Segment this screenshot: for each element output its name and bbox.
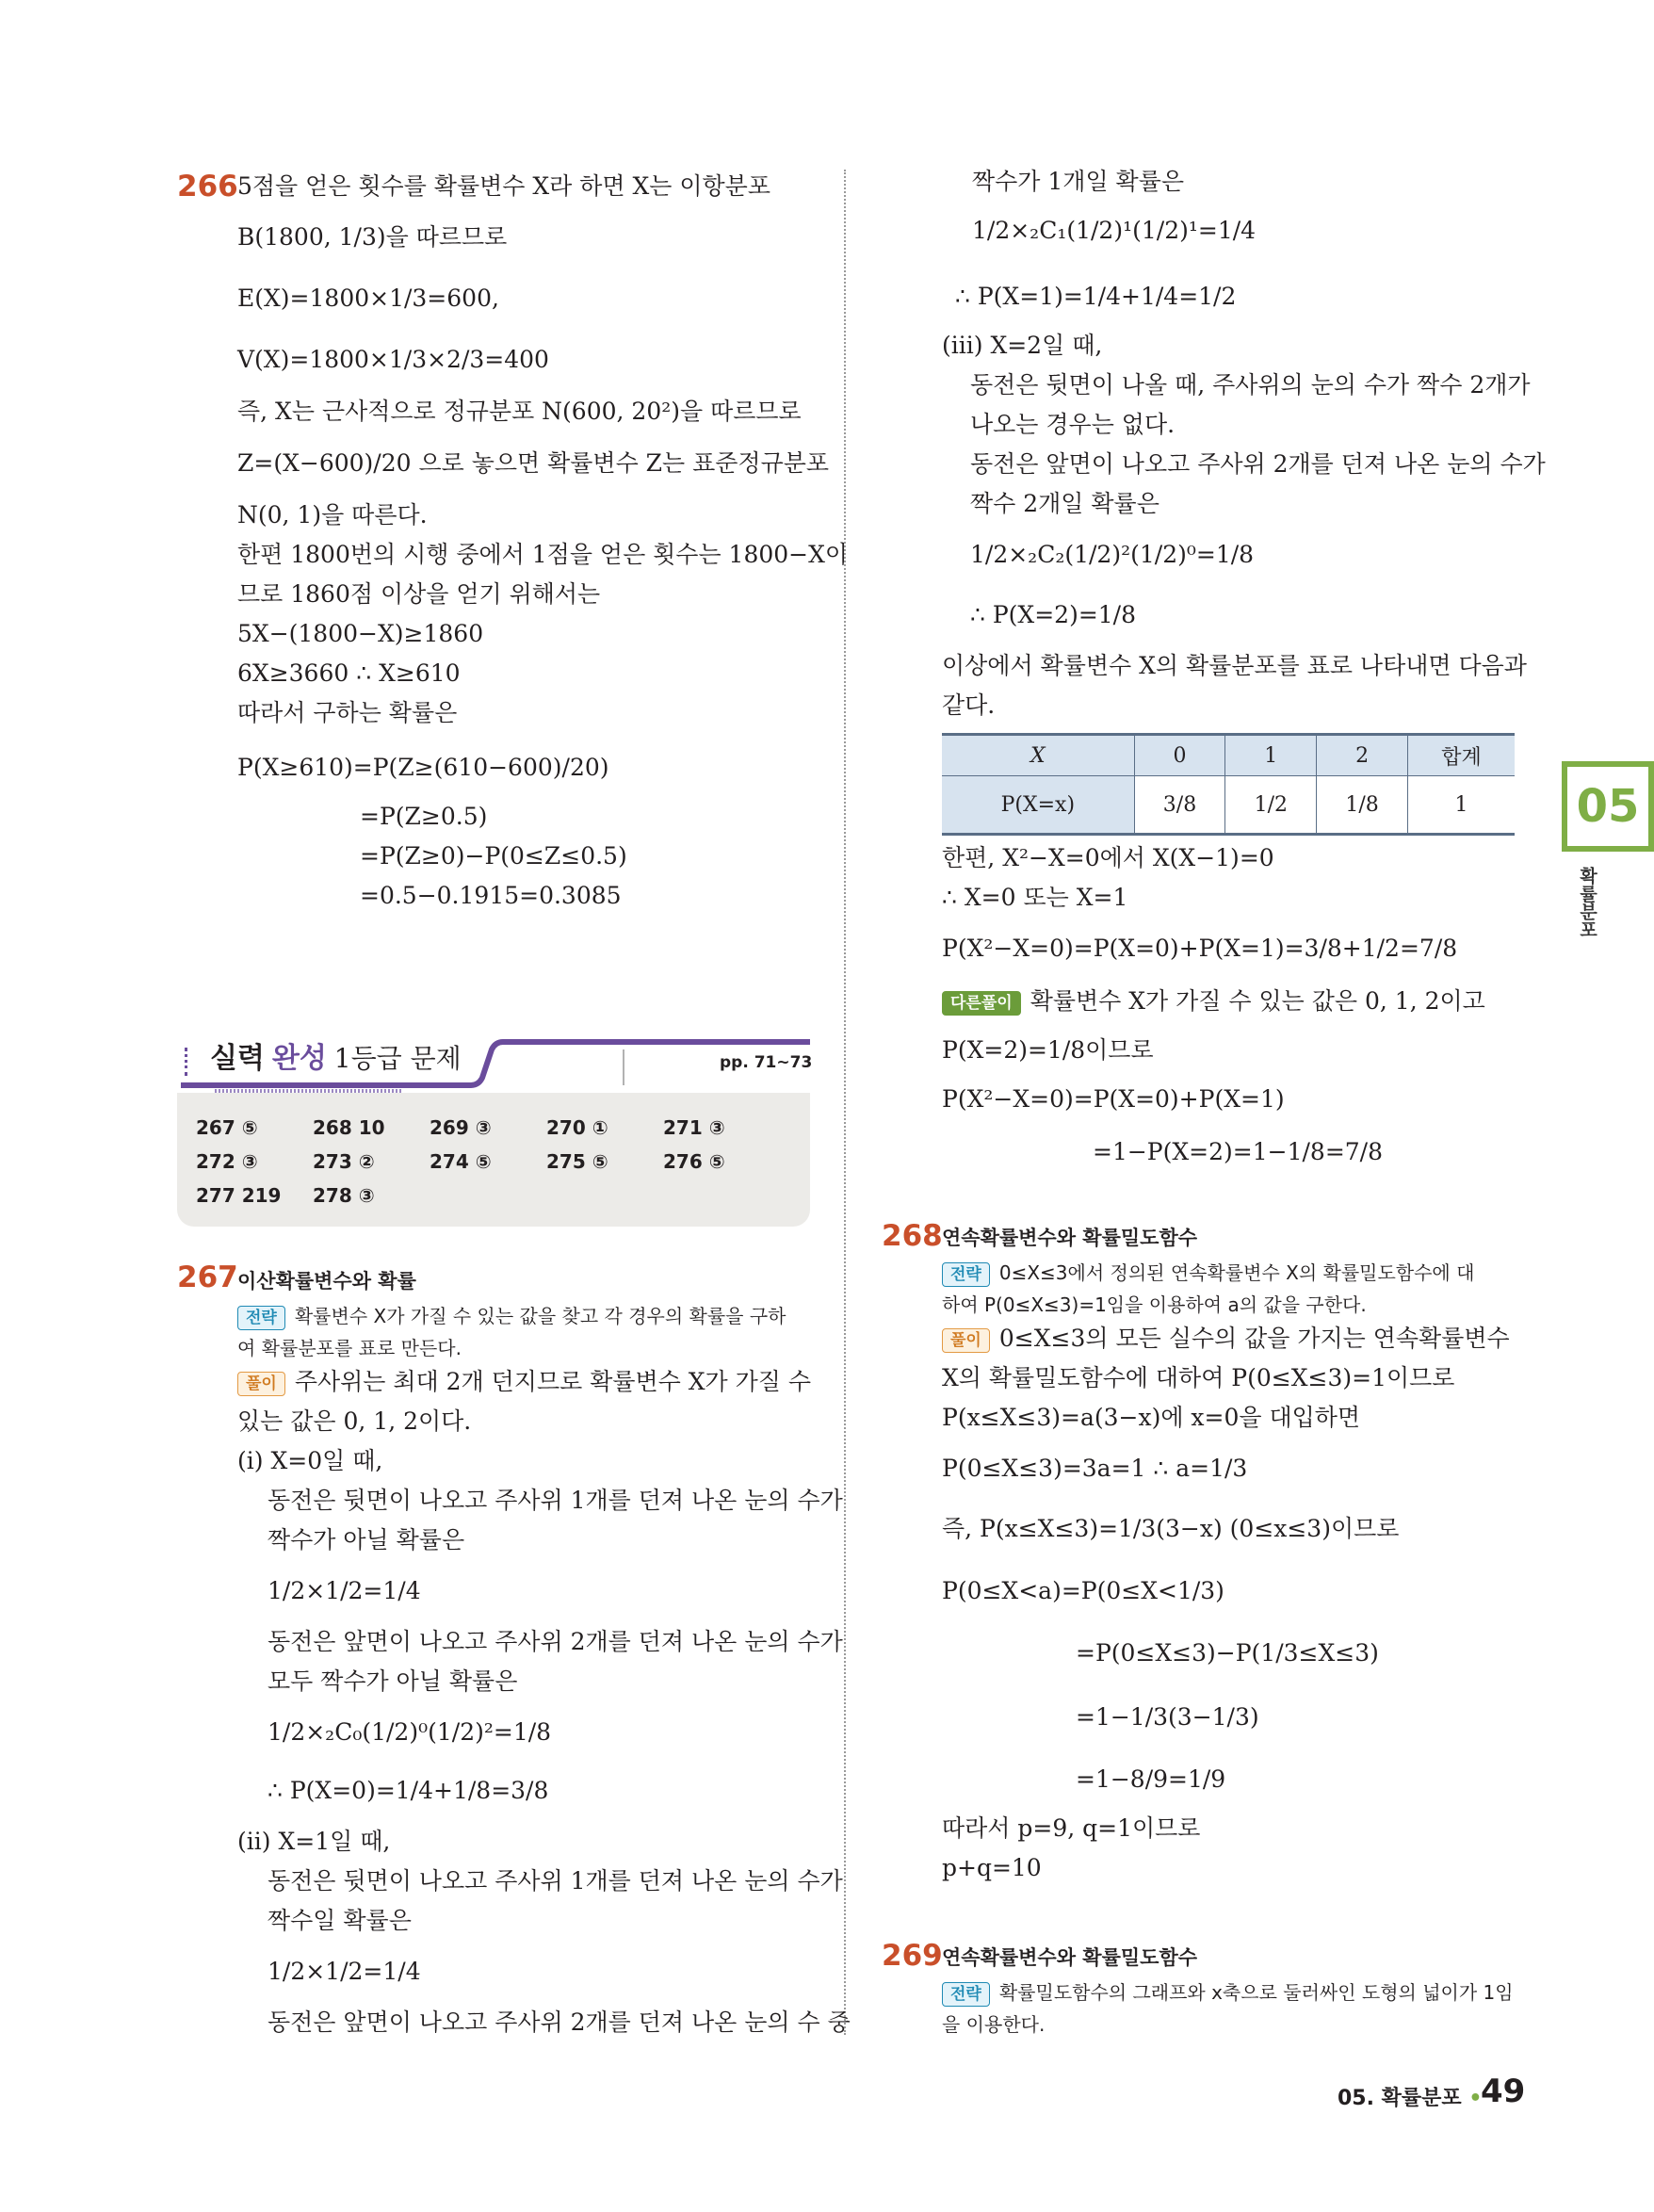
answer-item: 270 ① xyxy=(546,1116,608,1139)
table-cell: 0 xyxy=(1134,735,1225,776)
text-line: 같다. xyxy=(942,691,996,719)
math-line: B(1800, 1/3)을 따르므로 xyxy=(237,223,508,251)
strategy-line xyxy=(942,1976,1514,2009)
math-line: ∴ P(X=1)=1/4+1/4=1/2 xyxy=(955,283,1237,310)
text-line: 나오는 경우는 없다. xyxy=(970,411,1176,438)
strategy-line xyxy=(237,1300,786,1332)
problem-number: 267 xyxy=(177,1261,238,1294)
table-cell: 2 xyxy=(1317,735,1408,776)
math-line: 한편, X²−X=0에서 X(X−1)=0 xyxy=(942,844,1274,871)
math-line: ∴ P(X=0)=1/4+1/8=3/8 xyxy=(268,1777,549,1804)
table-cell: X xyxy=(942,735,1134,776)
ring-icon xyxy=(185,1048,195,1076)
answer-item: 269 ③ xyxy=(430,1116,492,1139)
text-line: 짝수 2개일 확률은 xyxy=(970,490,1159,517)
text-line: 5점을 얻은 횟수를 확률변수 X라 하면 X는 이항분포 xyxy=(237,172,770,200)
math-line: P(X=2)=1/8이므로 xyxy=(942,1036,1154,1064)
problem-title: 이산확률변수와 확률 xyxy=(237,1270,416,1293)
strategy-line: 하여 P(0≤X≤3)=1임을 이용하여 a의 값을 구한다. xyxy=(942,1293,1367,1316)
alt-solution-badge: 다른풀이 xyxy=(942,991,1021,1016)
section-title-a: 실력 xyxy=(209,1042,265,1075)
column-divider xyxy=(844,170,846,2035)
math-line: =0.5−0.1915=0.3085 xyxy=(360,882,622,909)
math-line: 1/2×₂C₀(1/2)⁰(1/2)²=1/8 xyxy=(268,1718,552,1746)
math-line: =P(Z≥0)−P(0≤Z≤0.5) xyxy=(360,842,627,870)
text-line: N(0, 1)을 따른다. xyxy=(237,501,428,529)
text-line: 짝수가 아닐 확률은 xyxy=(268,1526,465,1553)
answer-item: 274 ⑤ xyxy=(430,1150,492,1173)
solution-text: 주사위는 최대 2개 던지므로 확률변수 X가 가질 수 xyxy=(294,1368,812,1395)
answer-item: 267 ⑤ xyxy=(196,1116,258,1139)
answer-item: 273 ② xyxy=(313,1150,375,1173)
math-line: 즉, P(x≤X≤3)=1/3(3−x) (0≤x≤3)이므로 xyxy=(942,1515,1400,1542)
text-line: (ii) X=1일 때, xyxy=(237,1828,391,1855)
math-line: =P(Z≥0.5) xyxy=(360,803,488,830)
text-line: 따라서 구하는 확률은 xyxy=(237,699,458,726)
chapter-tab-number: 05 xyxy=(1567,767,1648,846)
solution-text: 0≤X≤3의 모든 실수의 값을 가지는 연속확률변수 xyxy=(998,1325,1510,1352)
math-line: =1−1/3(3−1/3) xyxy=(1076,1703,1259,1731)
math-line: P(0≤X≤3)=3a=1 ∴ a=1/3 xyxy=(942,1455,1248,1482)
strategy-badge: 전략 xyxy=(942,1262,990,1287)
distribution-table xyxy=(942,733,1515,836)
strategy-line: 을 이용한다. xyxy=(942,2013,1046,2036)
page-reference: pp. 71~73 xyxy=(720,1053,813,1072)
answer-item: 277 219 xyxy=(196,1184,282,1207)
table-row xyxy=(942,776,1515,835)
table-cell: P(X=x) xyxy=(942,776,1134,835)
math-line: ∴ X=0 또는 X=1 xyxy=(942,884,1128,911)
text-line: 짝수가 1개일 확률은 xyxy=(972,168,1184,195)
footer-chapter xyxy=(1338,2082,1482,2111)
answer-item: 275 ⑤ xyxy=(546,1150,608,1173)
text-line: 동전은 앞면이 나오고 주사위 2개를 던져 나온 눈의 수가 xyxy=(268,1628,843,1655)
text-line: (i) X=0일 때, xyxy=(237,1447,383,1474)
strategy-badge: 전략 xyxy=(942,1982,990,2007)
text-line: 이상에서 확률변수 X의 확률분포를 표로 나타내면 다음과 xyxy=(942,652,1527,679)
answer-item: 268 10 xyxy=(313,1116,385,1139)
text-line: 동전은 앞면이 나오고 주사위 2개를 던져 나온 눈의 수 중 xyxy=(268,2009,851,2036)
text-line: P(x≤X≤3)=a(3−x)에 x=0을 대입하면 xyxy=(942,1404,1361,1431)
section-title-c: 1등급 문제 xyxy=(333,1043,462,1074)
solution-badge: 풀이 xyxy=(942,1328,990,1353)
text-line: 한편 1800번의 시행 중에서 1점을 얻은 횟수는 1800−X이 xyxy=(237,541,849,568)
text-line: X의 확률밀도함수에 대하여 P(0≤X≤3)=1이므로 xyxy=(942,1364,1455,1391)
math-line: 1/2×₂C₂(1/2)²(1/2)⁰=1/8 xyxy=(970,541,1255,568)
text-line: 동전은 뒷면이 나오고 주사위 1개를 던져 나온 눈의 수가 xyxy=(268,1487,843,1514)
math-line: 6X≥3660 ∴ X≥610 xyxy=(237,659,461,687)
answer-item: 278 ③ xyxy=(313,1184,375,1207)
math-line: E(X)=1800×1/3=600, xyxy=(237,285,499,312)
table-cell: 1 xyxy=(1408,776,1516,835)
table-header-row xyxy=(942,735,1515,776)
strategy-text: 확률변수 X가 가질 수 있는 값을 찾고 각 경우의 확률을 구하 xyxy=(294,1305,786,1327)
math-line: 1/2×1/2=1/4 xyxy=(268,1958,421,1985)
problem-number: 269 xyxy=(882,1939,943,1973)
math-line: 1/2×1/2=1/4 xyxy=(268,1577,421,1604)
text-line: 동전은 뒷면이 나올 때, 주사위의 눈의 수가 짝수 2개가 xyxy=(970,371,1531,398)
text-line: 짝수일 확률은 xyxy=(268,1907,412,1934)
text-line: 므로 1860점 이상을 얻기 위해서는 xyxy=(237,580,601,608)
problem-number: 268 xyxy=(882,1219,943,1253)
math-line: P(X≥610)=P(Z≥(610−600)/20) xyxy=(237,754,609,781)
math-line: =P(0≤X≤3)−P(1/3≤X≤3) xyxy=(1076,1639,1379,1667)
strategy-text: 0≤X≤3에서 정의된 연속확률변수 X의 확률밀도함수에 대 xyxy=(998,1261,1475,1284)
strategy-line xyxy=(942,1257,1474,1289)
solution-line xyxy=(942,1323,1510,1355)
text-line: 동전은 뒷면이 나오고 주사위 1개를 던져 나온 눈의 수가 xyxy=(268,1867,843,1895)
section-title xyxy=(185,1034,462,1076)
math-line: Z=(X−600)/20 으로 놓으면 확률변수 Z는 표준정규분포 xyxy=(237,449,830,477)
solution-badge: 풀이 xyxy=(237,1372,285,1396)
section-title-b: 완성 xyxy=(271,1042,327,1075)
table-cell: 3/8 xyxy=(1134,776,1225,835)
strategy-line: 여 확률분포를 표로 만든다. xyxy=(237,1337,462,1359)
text-line: 있는 값은 0, 1, 2이다. xyxy=(237,1407,472,1435)
answer-item: 272 ③ xyxy=(196,1150,258,1173)
table-cell: 1/8 xyxy=(1317,776,1408,835)
text-line: (iii) X=2일 때, xyxy=(942,332,1103,359)
math-line: 5X−(1800−X)≥1860 xyxy=(237,620,484,647)
problem-title: 연속확률변수와 확률밀도함수 xyxy=(942,1227,1198,1249)
text-line: 따라서 p=9, q=1이므로 xyxy=(942,1814,1201,1842)
math-line: V(X)=1800×1/3×2/3=400 xyxy=(237,346,549,373)
strategy-badge: 전략 xyxy=(237,1306,285,1330)
math-line: =1−8/9=1/9 xyxy=(1076,1765,1226,1793)
math-line: =1−P(X=2)=1−1/8=7/8 xyxy=(1093,1138,1383,1165)
chapter-tab-label: 확률분포 xyxy=(1577,867,1597,938)
problem-number: 266 xyxy=(177,170,238,203)
footer-chapter-text: 05. 확률분포 xyxy=(1338,2087,1462,2110)
solution-line xyxy=(237,1366,811,1398)
table-cell: 합계 xyxy=(1408,735,1516,776)
math-line: p+q=10 xyxy=(942,1854,1042,1881)
text-line: 모두 짝수가 아닐 확률은 xyxy=(268,1667,518,1695)
bullet-icon: • xyxy=(1468,2087,1483,2110)
alt-solution-text: 확률변수 X가 가질 수 있는 값은 0, 1, 2이고 xyxy=(1030,987,1485,1015)
strategy-text: 확률밀도함수의 그래프와 x축으로 둘러싸인 도형의 넓이가 1임 xyxy=(998,1981,1514,2004)
answer-item: 276 ⑤ xyxy=(663,1150,725,1173)
page-number: 49 xyxy=(1481,2073,1526,2110)
math-line: P(X²−X=0)=P(X=0)+P(X=1)=3/8+1/2=7/8 xyxy=(942,935,1458,962)
text-line: 즉, X는 근사적으로 정규분포 N(600, 20²)을 따르므로 xyxy=(237,398,802,425)
table-cell: 1/2 xyxy=(1225,776,1317,835)
math-line: ∴ P(X=2)=1/8 xyxy=(970,601,1137,628)
text-line: 동전은 앞면이 나오고 주사위 2개를 던져 나온 눈의 수가 xyxy=(970,450,1546,478)
math-line: P(X²−X=0)=P(X=0)+P(X=1) xyxy=(942,1085,1285,1113)
math-line: 1/2×₂C₁(1/2)¹(1/2)¹=1/4 xyxy=(972,217,1257,244)
math-line: P(0≤X<a)=P(0≤X<1/3) xyxy=(942,1577,1224,1604)
answer-item: 271 ③ xyxy=(663,1116,725,1139)
table-cell: 1 xyxy=(1225,735,1317,776)
problem-title: 연속확률변수와 확률밀도함수 xyxy=(942,1946,1198,1969)
alt-solution-line xyxy=(942,985,1485,1017)
